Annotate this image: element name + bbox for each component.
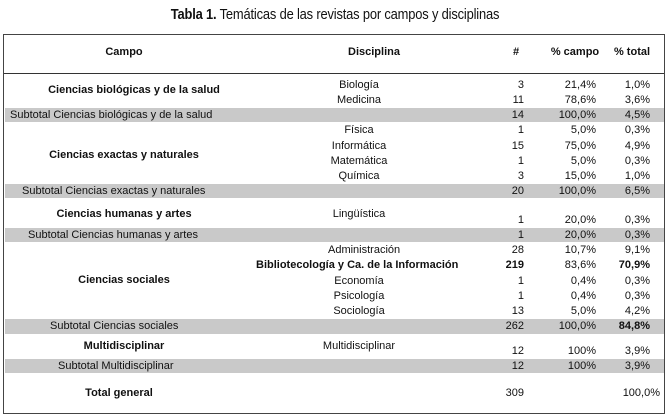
subtotal-label: Subtotal Ciencias humanas y artes [28,229,198,241]
header-pct-campo: % campo [550,46,600,58]
total-pct-total: 100,0% [622,387,660,399]
campo-label: Ciencias biológicas y de la salud [48,84,220,96]
count-cell: 1 [517,124,524,136]
pct-total-cell: 0,3% [624,275,650,287]
header-disciplina: Disciplina [348,46,400,58]
disciplina-cell: Informática [331,140,387,152]
disciplina-cell: Multidisciplinar [322,340,396,352]
subtotal-pct-total: 4,5% [624,109,650,121]
disciplina-cell: Sociología [333,305,385,317]
disciplina-cell: Economía [334,275,384,287]
pct-campo-cell: 100% [567,345,596,357]
count-cell: 12 [511,345,524,357]
disciplina-cell: Química [338,170,380,182]
pct-campo-cell: 5,0% [570,124,596,136]
pct-campo-cell: 75,0% [564,140,596,152]
pct-total-cell: 4,2% [624,305,650,317]
disciplina-cell: Medicina [336,94,382,106]
total-label: Total general [85,387,153,399]
caption-label: Tabla 1. [170,6,217,23]
data-table [3,34,665,414]
pct-total-cell: 0,3% [624,214,650,226]
subtotal-count: 12 [511,360,524,372]
pct-total-cell: 1,0% [624,79,650,91]
header-divider [4,73,664,74]
count-cell: 1 [517,290,524,302]
subtotal-pct-total: 6,5% [624,185,650,197]
subtotal-pct-campo: 100,0% [558,185,596,197]
header-pct-total: % total [613,46,651,58]
campo-label: Ciencias humanas y artes [56,208,192,220]
disciplina-cell: Biología [339,79,379,91]
subtotal-pct-total: 3,9% [624,360,650,372]
count-cell: 11 [512,94,524,106]
header-n: # [512,46,520,58]
total-count: 309 [505,387,524,399]
table-caption [47,6,623,23]
subtotal-count: 1 [517,229,524,241]
subtotal-label: Subtotal Multidisciplinar [58,360,174,372]
subtotal-pct-campo: 20,0% [564,229,596,241]
subtotal-label: Subtotal Ciencias biológicas y de la salud [10,109,213,121]
count-cell: 1 [517,155,524,167]
pct-total-cell: 0,3% [624,155,650,167]
pct-campo-cell: 78,6% [564,94,596,106]
campo-label: Ciencias sociales [78,274,170,286]
pct-total-cell: 3,6% [624,94,650,106]
pct-total-cell: 70,9% [618,259,650,271]
pct-total-cell: 4,9% [624,140,650,152]
disciplina-cell: Matemática [330,155,388,167]
disciplina-cell: Física [344,124,374,136]
pct-total-cell: 0,3% [624,290,650,302]
caption-text: Temáticas de las revistas por campos y disciplinas [219,6,500,23]
count-cell: 13 [511,305,524,317]
pct-total-cell: 3,9% [624,345,650,357]
disciplina-cell: Lingüística [332,208,386,220]
pct-campo-cell: 5,0% [570,155,596,167]
pct-total-cell: 0,3% [624,124,650,136]
pct-total-cell: 1,0% [624,170,650,182]
pct-campo-cell: 15,0% [564,170,596,182]
pct-campo-cell: 0,4% [570,290,596,302]
count-cell: 219 [505,259,524,271]
disciplina-cell: Bibliotecología y Ca. de la Información [256,259,459,271]
pct-campo-cell: 83,6% [564,259,596,271]
subtotal-pct-campo: 100,0% [558,320,596,332]
campo-label: Multidisciplinar [83,340,165,352]
subtotal-pct-campo: 100% [567,360,596,372]
subtotal-pct-total: 0,3% [624,229,650,241]
pct-campo-cell: 10,7% [564,244,596,256]
count-cell: 1 [517,275,524,287]
subtotal-pct-campo: 100,0% [558,109,596,121]
pct-total-cell: 9,1% [624,244,650,256]
count-cell: 15 [511,140,524,152]
subtotal-count: 262 [505,320,524,332]
pct-campo-cell: 21,4% [564,79,596,91]
subtotal-count: 14 [511,109,524,121]
pct-campo-cell: 0,4% [570,275,596,287]
count-cell: 3 [517,79,524,91]
disciplina-cell: Administración [328,244,401,256]
subtotal-pct-total: 84,8% [618,320,650,332]
subtotal-label: Subtotal Ciencias sociales [50,320,179,332]
subtotal-count: 20 [511,185,524,197]
pct-campo-cell: 5,0% [570,305,596,317]
header-campo: Campo [105,46,143,58]
count-cell: 1 [517,214,524,226]
subtotal-label: Subtotal Ciencias exactas y naturales [22,185,206,197]
count-cell: 3 [517,170,524,182]
campo-label: Ciencias exactas y naturales [49,149,199,161]
pct-campo-cell: 20,0% [564,214,596,226]
count-cell: 28 [511,244,524,256]
disciplina-cell: Psicología [333,290,385,302]
